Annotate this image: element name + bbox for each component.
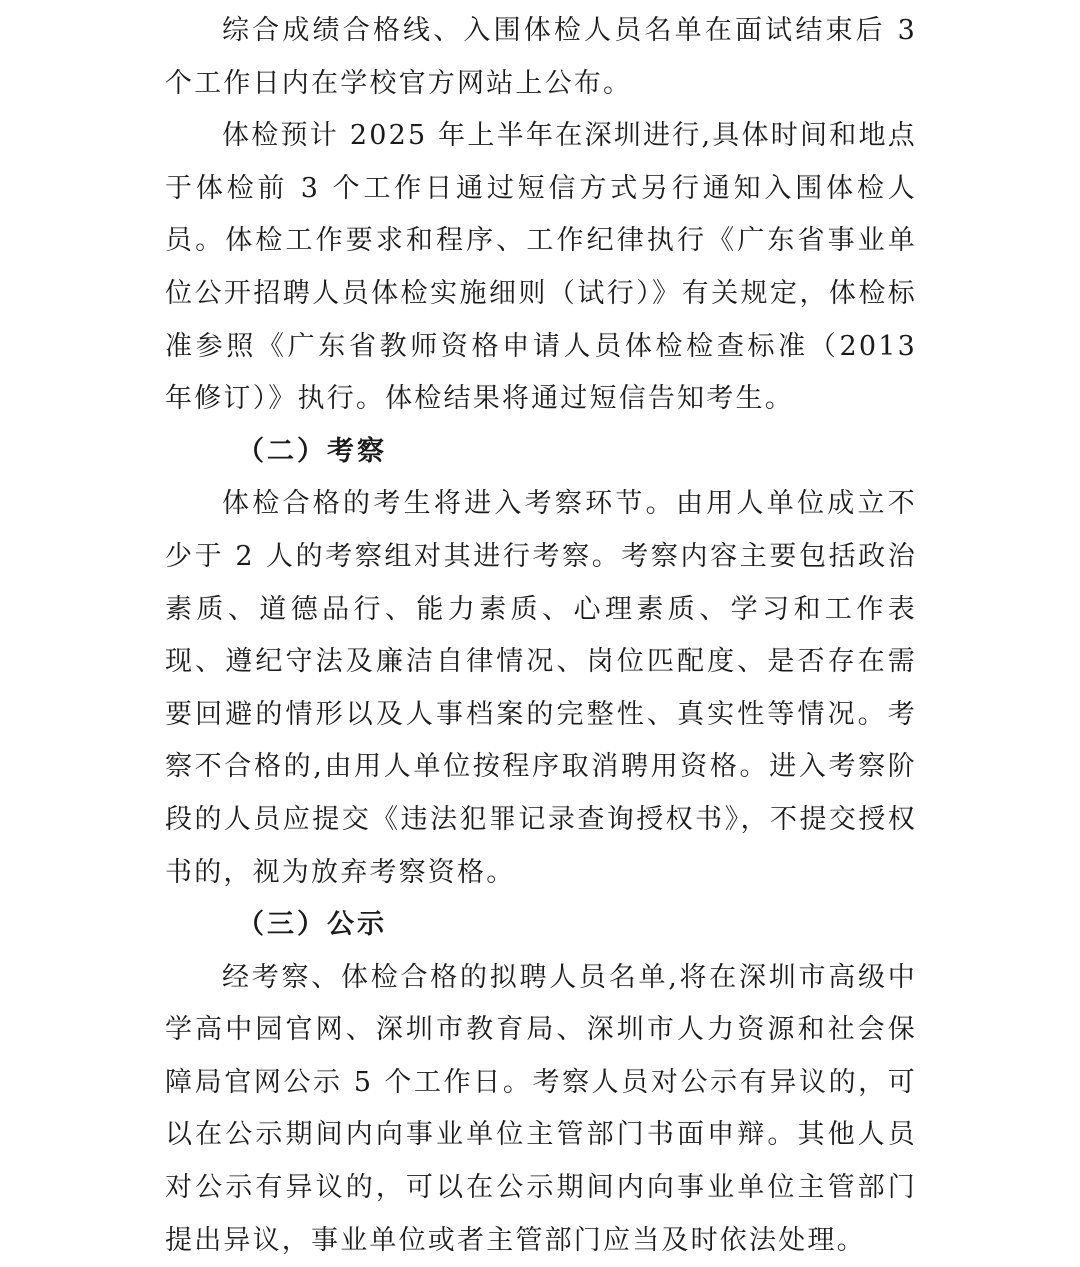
paragraph-results-announcement: 综合成绩合格线、入围体检人员名单在面试结束后 3 个工作日内在学校官方网站上公布。	[165, 15, 917, 99]
section-heading-publicity: （三）公示	[237, 909, 387, 941]
paragraph-publicity: 经考察、体检合格的拟聘人员名单,将在深圳市高级中学高中园官网、深圳市教育局、深圳市人力资源和社会保障局官网公示 5 个工作日。考察人员对公示有异议的，可以在公示期间内向事业单位主管部门书面申辩。其他人员对公示有异议的，可以在公示期间内向事业单位主管部门提出异议，事业单位或者主管部门应当及时依法处理。	[165, 961, 917, 1256]
paragraph-inspection: 体检合格的考生将进入考察环节。由用人单位成立不少于 2 人的考察组对其进行考察。考察内容主要包括政治素质、道德品行、能力素质、心理素质、学习和工作表现、遵纪守法及廉洁自律情况、岗位匹配度、是否存在需要回避的情形以及人事档案的完整性、真实性等情况。考察不合格的,由用人单位按程序取消聘用资格。进入考察阶段的人员应提交《违法犯罪记录查询授权书》，不提交授权书的，视为放弃考察资格。	[165, 488, 917, 888]
section-heading-inspection: （二）考察	[237, 435, 387, 467]
paragraph-physical-exam: 体检预计 2025 年上半年在深圳进行,具体时间和地点于体检前 3 个工作日通过短信方式另行通知入围体检人员。体检工作要求和程序、工作纪律执行《广东省事业单位公开招聘人员体检实施细则（试行）》有关规定，体检标准参照《广东省教师资格申请人员体检检查标准（2013 年修订）》执行。体检结果将通过短信告知考生。	[165, 120, 917, 415]
document-body	[165, 5, 917, 1267]
